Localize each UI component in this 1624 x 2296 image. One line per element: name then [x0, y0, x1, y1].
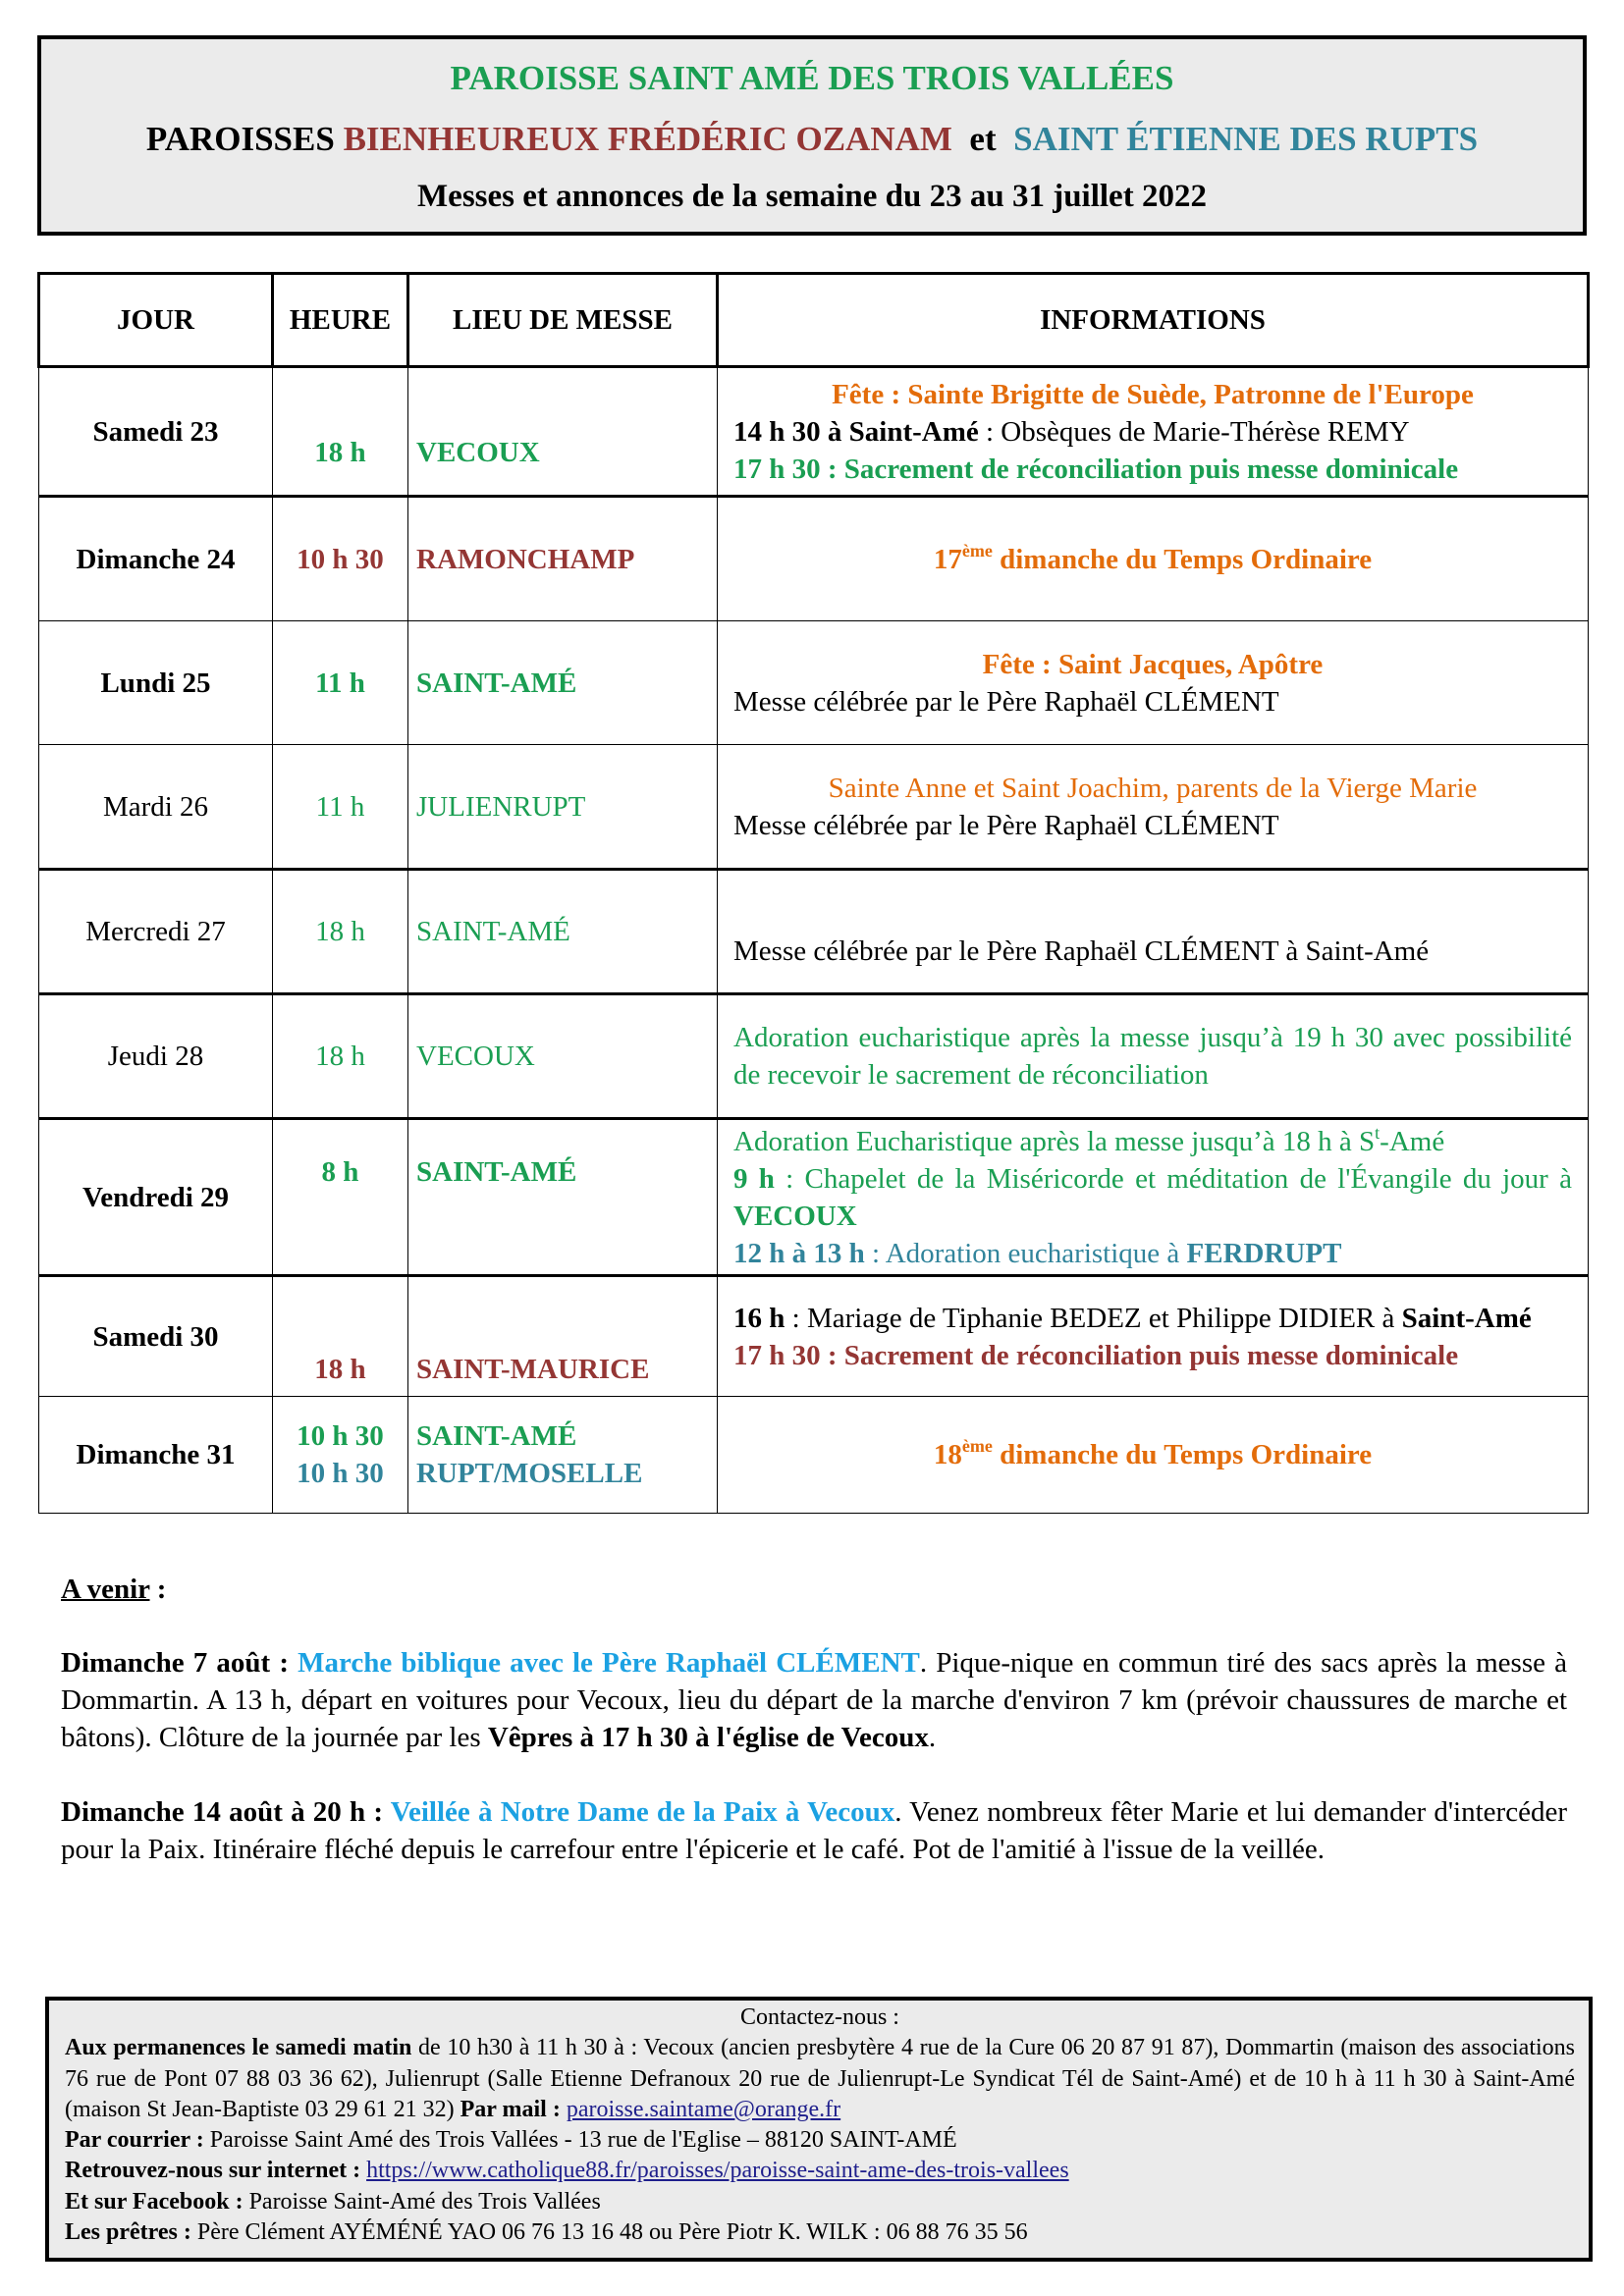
contact-priests [65, 2217, 1575, 2248]
info-place: Saint-Amé [1401, 1302, 1532, 1334]
time-saint-ame: 10 h 30 [297, 1420, 384, 1452]
info-line: 17 h 30 : Sacrement de réconciliation puis messe dominicale [733, 1339, 1459, 1371]
place-cell: JULIENRUPT [408, 745, 718, 870]
sunday-text: dimanche du Temps Ordinaire [992, 543, 1373, 575]
upcoming-item [61, 1793, 1567, 1868]
event-date: Dimanche 7 août : [61, 1647, 298, 1679]
info-text: : Chapelet de la Miséricorde et méditation de l'Évangile du jour à [774, 1162, 1572, 1195]
sunday-number: 17 [933, 543, 962, 575]
info-line [733, 1235, 1572, 1272]
permanences-text: de 10 h30 à 11 h 30 à : Vecoux (ancien presbytère 4 rue de la Cure 06 20 87 91 87), Dommartin (maison des associations 76 rue de Pont 07 88 03 36 62), Julienrupt (Salle Etienne Defranoux 20 rue de Julienrupt-Le Syndicat Tél de Saint-Amé) et de 10 h à 11 h 30 à Saint-Amé (maison St Jean-Baptiste 03 29 61 21 32) [65, 2035, 1576, 2122]
event-end: . [928, 1722, 937, 1753]
info-place: VECOUX [733, 1200, 857, 1232]
place-cell: SAINT-MAURICE [408, 1276, 718, 1397]
info-cell [718, 870, 1589, 994]
place-cell: RAMONCHAMP [408, 497, 718, 621]
table-row [39, 497, 1589, 621]
time-cell: 18 h [273, 994, 408, 1119]
info-line: 17 h 30 : Sacrement de réconciliation puis messe dominicale [733, 453, 1459, 485]
header-heure: HEURE [273, 274, 408, 367]
info-line: Messe célébrée par le Père Raphaël CLÉMENT [733, 809, 1279, 841]
week-title: Messes et annonces de la semaine du 23 au 31 juillet 2022 [417, 179, 1207, 214]
time-cell: 18 h [273, 367, 408, 497]
contact-facebook [65, 2187, 1575, 2217]
info-time: 16 h [733, 1302, 785, 1334]
table-row [39, 367, 1589, 497]
info-line [733, 1160, 1572, 1235]
info-line: Messe célébrée par le Père Raphaël CLÉMENT à Saint-Amé [733, 935, 1430, 967]
priests-text: Père Clément AYÉMÉNÉ YAO 06 76 13 16 48 ou Père Piotr K. WILK : 06 88 76 35 56 [190, 2219, 1028, 2246]
time-cell: 11 h [273, 621, 408, 745]
table-row [39, 1276, 1589, 1397]
info-line [733, 413, 1572, 451]
info-time: 9 h [733, 1162, 775, 1195]
sunday-number: 18 [933, 1439, 962, 1470]
web-label: Retrouvez-nous sur internet : [65, 2158, 361, 2184]
ordinal-suffix: ème [961, 1436, 993, 1456]
time-rupt: 10 h 30 [297, 1458, 384, 1489]
time-cell: 18 h [273, 1276, 408, 1397]
info-text: -Amé [1380, 1125, 1445, 1157]
day-cell: Samedi 30 [39, 1276, 273, 1397]
parish-title: PAROISSE SAINT AMÉ DES TROIS VALLÉES [450, 59, 1174, 97]
place-cell: VECOUX [408, 994, 718, 1119]
info-text: : Obsèques de Marie-Thérèse REMY [978, 415, 1410, 448]
info-cell [718, 1276, 1589, 1397]
place-rupt: RUPT/MOSELLE [416, 1458, 643, 1489]
parish-saint-etienne: SAINT ÉTIENNE DES RUPTS [1013, 120, 1479, 158]
upcoming-section [61, 1571, 1567, 1905]
post-label: Par courrier : [65, 2127, 204, 2154]
table-row [39, 994, 1589, 1119]
time-cell [273, 1397, 408, 1514]
table-row [39, 870, 1589, 994]
feast-line: Fête : Saint Jacques, Apôtre [982, 648, 1324, 680]
mail-label: Par mail : [460, 2096, 561, 2122]
day-cell: Mardi 26 [39, 745, 273, 870]
header-box [37, 35, 1587, 236]
parish-ozanam: BIENHEUREUX FRÉDÉRIC OZANAM [343, 120, 952, 158]
abbr-suffix: t [1375, 1122, 1380, 1143]
sunday-text: dimanche du Temps Ordinaire [992, 1439, 1373, 1470]
info-cell [718, 1119, 1589, 1276]
day-cell: Jeudi 28 [39, 994, 273, 1119]
post-address: Paroisse Saint Amé des Trois Vallées - 13 rue de l'Eglise – 88120 SAINT-AMÉ [203, 2127, 957, 2154]
place-saint-ame: SAINT-AMÉ [416, 1420, 577, 1452]
facebook-text: Paroisse Saint-Amé des Trois Vallées [243, 2188, 601, 2215]
table-row [39, 1119, 1589, 1276]
header-lieu: LIEU DE MESSE [408, 274, 718, 367]
info-text: : Adoration eucharistique à [864, 1237, 1187, 1269]
day-cell: Vendredi 29 [39, 1119, 273, 1276]
parishes-join: et [969, 120, 997, 158]
event-title: Veillée à Notre Dame de la Paix à Vecoux [390, 1796, 895, 1828]
upcoming-title-text: A venir [61, 1574, 150, 1605]
day-cell: Samedi 23 [39, 367, 273, 497]
info-cell [718, 497, 1589, 621]
info-cell [718, 621, 1589, 745]
priests-label: Les prêtres : [65, 2219, 191, 2246]
day-cell: Mercredi 27 [39, 870, 273, 994]
info-line: Messe célébrée par le Père Raphaël CLÉMENT [733, 685, 1279, 718]
place-cell: SAINT-AMÉ [408, 1119, 718, 1276]
contact-box [45, 1997, 1593, 2262]
parishes-prefix: PAROISSES [145, 120, 335, 158]
upcoming-title-colon: : [149, 1574, 167, 1605]
table-header-row [39, 274, 1589, 367]
info-time: 14 h 30 à Saint-Amé [733, 415, 979, 448]
place-cell: SAINT-AMÉ [408, 870, 718, 994]
permanences-label: Aux permanences le samedi matin [65, 2035, 412, 2061]
time-cell: 10 h 30 [273, 497, 408, 621]
header-informations: INFORMATIONS [718, 274, 1589, 367]
event-date: Dimanche 14 août à 20 h : [61, 1796, 391, 1828]
info-line [733, 1300, 1572, 1337]
event-description: . Venez nombreux fêter Marie et lui demander d'intercéder pour la Paix. Itinéraire fléché depuis le carrefour entre l'épicerie et le café. Pot de l'amitié à l'issue de la veillée. [61, 1796, 1567, 1865]
contact-title: Contactez-nous : [740, 2004, 899, 2030]
time-cell: 18 h [273, 870, 408, 994]
info-place: FERDRUPT [1186, 1237, 1342, 1269]
time-cell: 11 h [273, 745, 408, 870]
parishes-subtitle [41, 120, 1583, 159]
contact-permanences [65, 2033, 1575, 2125]
info-cell: Adoration eucharistique après la messe jusqu’à 19 h 30 avec possibilité de recevoir le sacrement de réconciliation [718, 994, 1589, 1119]
website-link[interactable]: https://www.catholique88.fr/paroisses/paroisse-saint-ame-des-trois-vallees [366, 2158, 1069, 2184]
email-link[interactable]: paroisse.saintame@orange.fr [566, 2096, 841, 2122]
day-cell: Dimanche 31 [39, 1397, 273, 1514]
table-row [39, 1397, 1589, 1514]
feast-line: Fête : Sainte Brigitte de Suède, Patronne de l'Europe [832, 378, 1474, 410]
place-cell: VECOUX [408, 367, 718, 497]
info-line [733, 1123, 1572, 1160]
info-cell [718, 745, 1589, 870]
table-row [39, 621, 1589, 745]
table-row [39, 745, 1589, 870]
day-cell: Dimanche 24 [39, 497, 273, 621]
info-text: Adoration Eucharistique après la messe jusqu’à 18 h à S [733, 1125, 1376, 1157]
facebook-label: Et sur Facebook : [65, 2188, 244, 2215]
contact-web [65, 2156, 1575, 2186]
day-cell: Lundi 25 [39, 621, 273, 745]
upcoming-title [61, 1571, 1567, 1608]
mass-schedule-table [37, 272, 1590, 1514]
event-vespers: Vêpres à 17 h 30 à l'église de Vecoux [487, 1722, 929, 1753]
upcoming-item [61, 1644, 1567, 1756]
place-cell [408, 1397, 718, 1514]
time-cell: 8 h [273, 1119, 408, 1276]
header-jour: JOUR [39, 274, 273, 367]
feast-line: Sainte Anne et Saint Joachim, parents de la Vierge Marie [828, 772, 1478, 804]
event-description: . Pique-nique en commun tiré des sacs après la messe à Dommartin. A 13 h, départ en voitures pour Vecoux, lieu du départ de la marche d'environ 7 km (prévoir chaussures de marche et bâtons). Clôture de la journée par les [61, 1647, 1567, 1753]
info-time: 12 h à 13 h [733, 1237, 865, 1269]
info-text: : Mariage de Tiphanie BEDEZ et Philippe DIDIER à [785, 1302, 1402, 1334]
place-cell: SAINT-AMÉ [408, 621, 718, 745]
info-cell [718, 1397, 1589, 1514]
info-cell [718, 367, 1589, 497]
event-title: Marche biblique avec le Père Raphaël CLÉMENT [298, 1647, 920, 1679]
contact-post [65, 2125, 1575, 2156]
ordinal-suffix: ème [961, 540, 993, 561]
